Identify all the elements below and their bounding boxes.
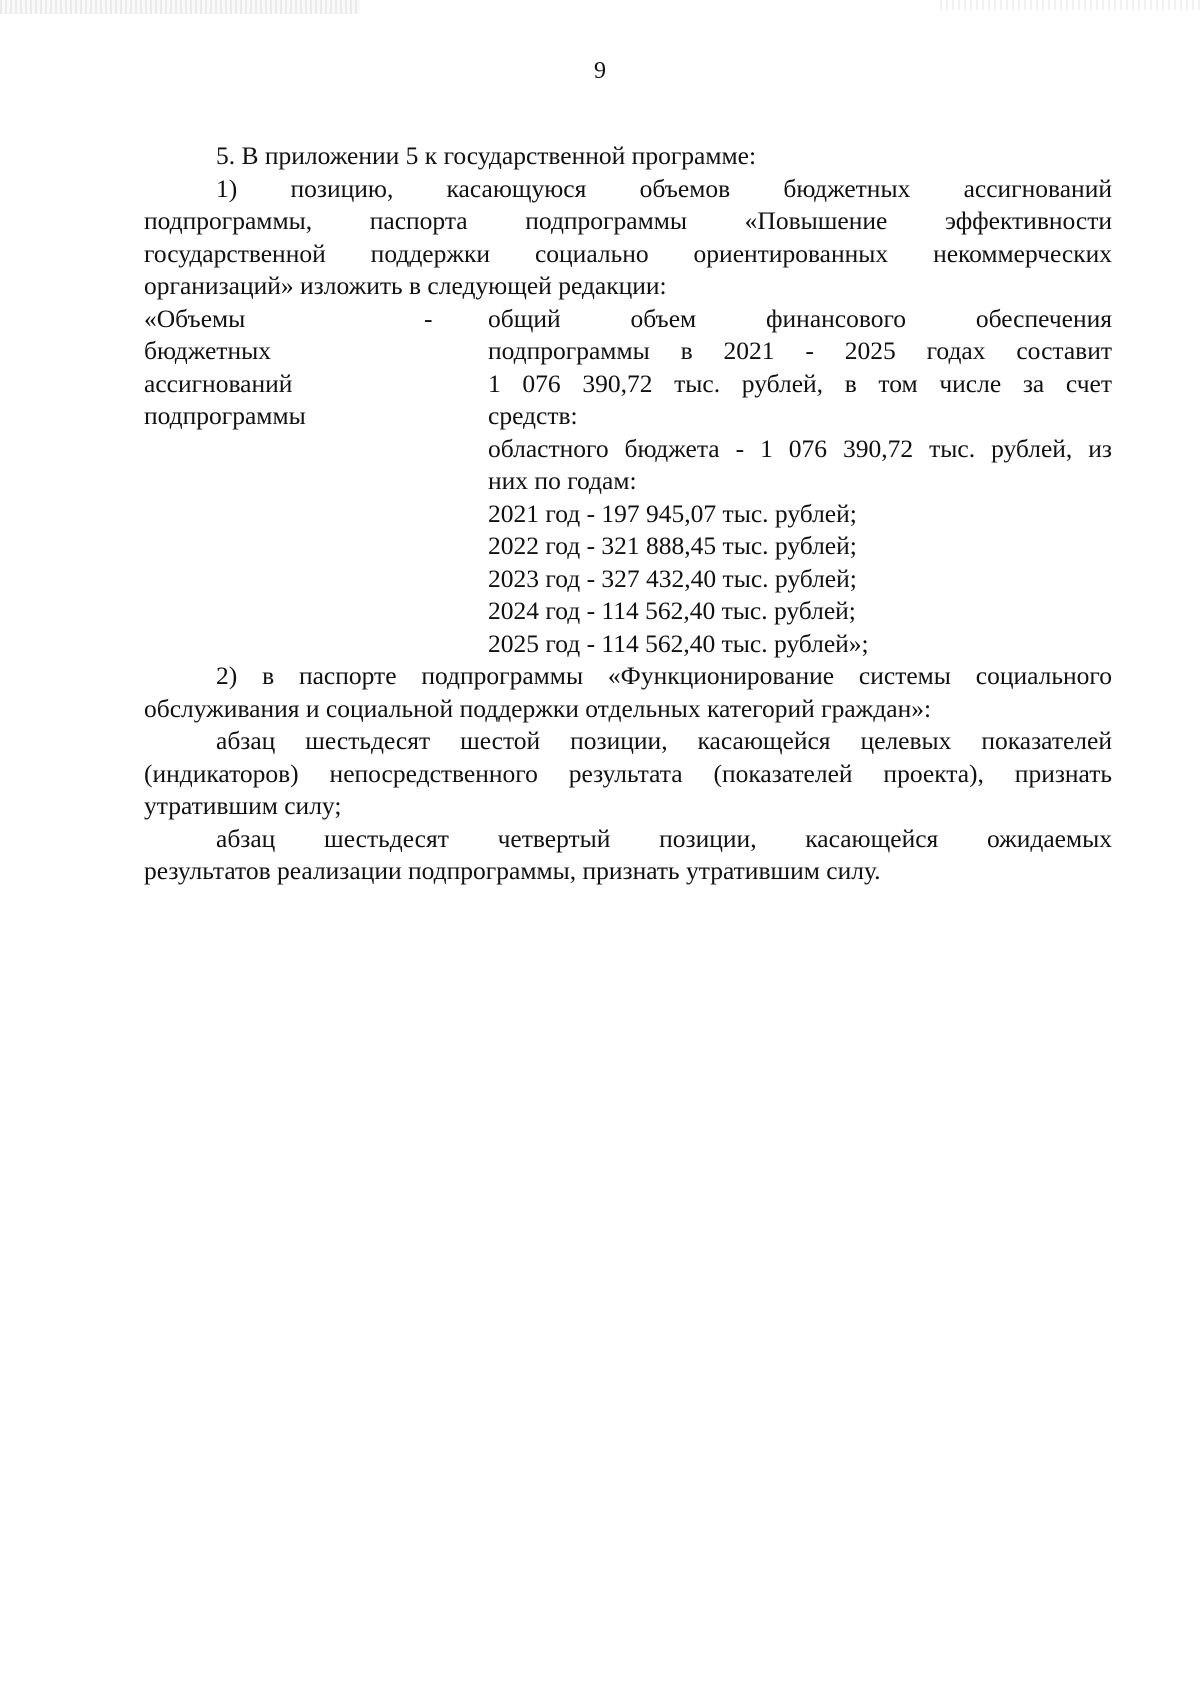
paragraph-a-line-1: абзац шестьдесят шестой позиции, касающейся целевых показателей bbox=[216, 726, 1112, 755]
passport-label-line: подпрограммы bbox=[144, 401, 306, 430]
paragraph-a-line-2: (индикаторов) непосредственного результата (показателей проекта), признать bbox=[144, 758, 1112, 788]
item-1-line-3: государственной поддержки социально ориентированных некоммерческих bbox=[144, 238, 1112, 268]
passport-year-2023: 2023 год - 327 432,40 тыс. рублей; bbox=[488, 563, 857, 593]
section-heading: 5. В приложении 5 к государственной программе: bbox=[216, 141, 757, 170]
passport-body-line: средств: bbox=[488, 401, 578, 430]
paragraph-a-line-3: утратившим силу; bbox=[144, 791, 342, 820]
passport-year-2022: 2022 год - 321 888,45 тыс. рублей; bbox=[488, 531, 857, 560]
scan-artifact-top-left bbox=[0, 0, 360, 14]
item-1-line-1: 1) позицию, касающуюся объемов бюджетных ассигнований bbox=[216, 173, 1112, 203]
document-body bbox=[144, 140, 1112, 888]
passport-body-line: них по годам: bbox=[488, 466, 637, 495]
scan-artifact-top-right bbox=[940, 0, 1200, 10]
passport-body-line: 1 076 390,72 тыс. рублей, в том числе за счет bbox=[488, 368, 1112, 398]
passport-position-table bbox=[144, 303, 1112, 661]
passport-year-2021: 2021 год - 197 945,07 тыс. рублей; bbox=[488, 498, 857, 528]
item-2-line-1: 2) в паспорте подпрограммы «Функционирование системы социального bbox=[216, 661, 1112, 690]
paragraph-b bbox=[144, 823, 1112, 888]
item-1-line-4: организаций» изложить в следующей редакции: bbox=[144, 271, 667, 300]
passport-label bbox=[144, 303, 424, 661]
passport-body-line: общий объем финансового обеспечения bbox=[488, 303, 1112, 333]
paragraph-a bbox=[144, 725, 1112, 823]
page-number: 9 bbox=[594, 58, 606, 84]
item-2-line-2: обслуживания и социальной поддержки отдельных категорий граждан»: bbox=[144, 693, 932, 723]
passport-year-2024: 2024 год - 114 562,40 тыс. рублей; bbox=[488, 596, 856, 625]
item-2-paragraph bbox=[144, 660, 1112, 725]
paragraph-b-line-1: абзац шестьдесят четвертый позиции, касающейся ожидаемых bbox=[216, 823, 1112, 853]
passport-body-line: подпрограммы в 2021 - 2025 годах составит bbox=[488, 336, 1112, 365]
passport-body bbox=[488, 303, 1112, 661]
passport-label-line: «Объемы bbox=[144, 303, 246, 333]
item-1-paragraph bbox=[144, 173, 1112, 303]
passport-dash: - bbox=[424, 303, 433, 333]
passport-label-line: ассигнований bbox=[144, 368, 293, 398]
item-1-line-2: подпрограммы, паспорта подпрограммы «Повышение эффективности bbox=[144, 206, 1112, 235]
paragraph-b-line-2: результатов реализации подпрограммы, признать утратившим силу. bbox=[144, 856, 881, 885]
passport-body-line: областного бюджета - 1 076 390,72 тыс. рублей, из bbox=[488, 433, 1112, 463]
passport-year-2025: 2025 год - 114 562,40 тыс. рублей»; bbox=[488, 628, 869, 658]
passport-label-line: бюджетных bbox=[144, 336, 271, 365]
